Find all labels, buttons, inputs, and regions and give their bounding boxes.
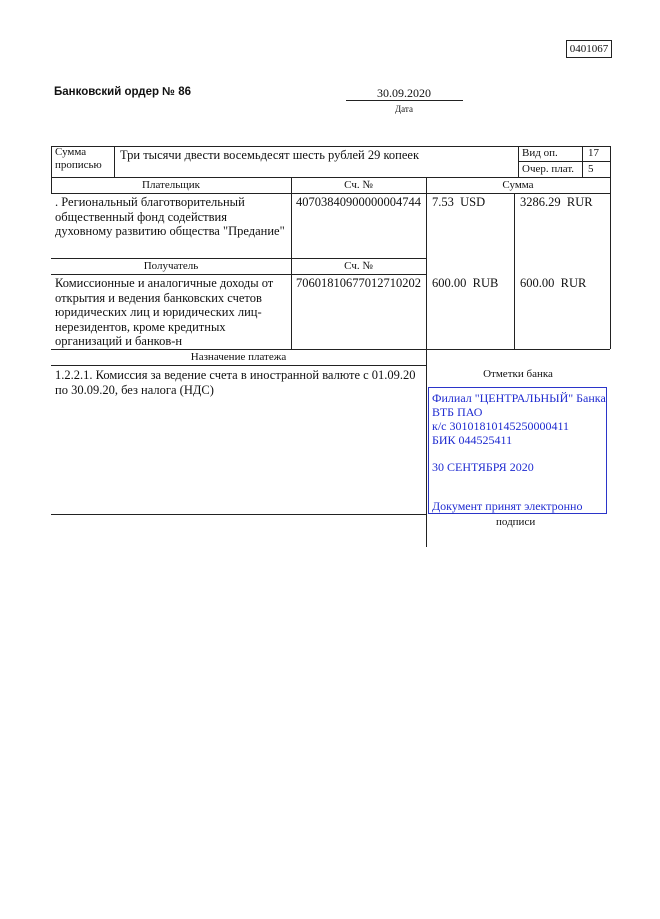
date-underline: [346, 100, 463, 101]
bank-marks-header: Отметки банка: [483, 368, 553, 380]
payer-account: 40703840900000004744: [296, 195, 421, 209]
stamp-line3: к/с 30101810145250000411: [432, 419, 570, 433]
recipient-account: 70601810677012710202: [296, 276, 421, 290]
payer-name: . Региональный благотворительный общественный фонд содействия духовному развитию общества "Предание": [55, 195, 285, 238]
bank-stamp: [428, 387, 607, 514]
stamp-line1: Филиал "ЦЕНТРАЛЬНЫЙ" Банка: [432, 391, 606, 405]
amount-header: Сумма: [502, 179, 534, 191]
op-type-value: 17: [588, 147, 599, 159]
form-code-box: [566, 40, 612, 58]
table-right-border: [610, 146, 611, 349]
stamp-footer: Документ принят электронно: [432, 499, 583, 513]
payer-header: Плательщик: [142, 179, 200, 191]
form-code: 0401067: [569, 43, 609, 55]
priority-label: Очер. плат.: [522, 163, 575, 175]
signatures-label: подписи: [496, 516, 536, 528]
order-title: Банковский ордер № 86: [54, 86, 191, 98]
stamp-line4: БИК 044525411: [432, 433, 513, 447]
order-date: 30.09.2020: [377, 86, 431, 100]
purpose-header: Назначение платежа: [190, 351, 287, 363]
amount-words-label: Сумма прописью: [55, 146, 102, 171]
payer-amount-currency: 7.53 USD: [432, 195, 486, 209]
payer-amount-rub: 3286.29 RUR: [520, 195, 593, 209]
recipient-amount-currency: 600.00 RUB: [432, 276, 499, 290]
date-label: Дата: [395, 104, 413, 114]
amount-words-value: Три тысячи двести восемьдесят шесть рублей 29 копеек: [120, 148, 420, 162]
priority-value: 5: [588, 163, 594, 175]
main-divider: [426, 177, 427, 547]
stamp-line2: ВТБ ПАО: [432, 405, 483, 419]
account2-header: Сч. №: [344, 260, 373, 272]
account-header: Сч. №: [344, 179, 373, 191]
recipient-name: Комиссионные и аналогичные доходы от открытия и ведения банковских счетов юридических лиц и юридических лиц- нерезидентов, кроме кредитных организаций и банков-н: [55, 276, 274, 348]
op-type-label: Вид оп.: [522, 147, 558, 159]
stamp-date: 30 СЕНТЯБРЯ 2020: [432, 460, 534, 474]
recipient-amount-rub: 600.00 RUR: [520, 276, 587, 290]
purpose-text: 1.2.2.1. Комиссия за ведение счета в иностранной валюте с 01.09.20 по 30.09.20, без налога (НДС): [55, 368, 416, 397]
recipient-header: Получатель: [143, 260, 199, 272]
